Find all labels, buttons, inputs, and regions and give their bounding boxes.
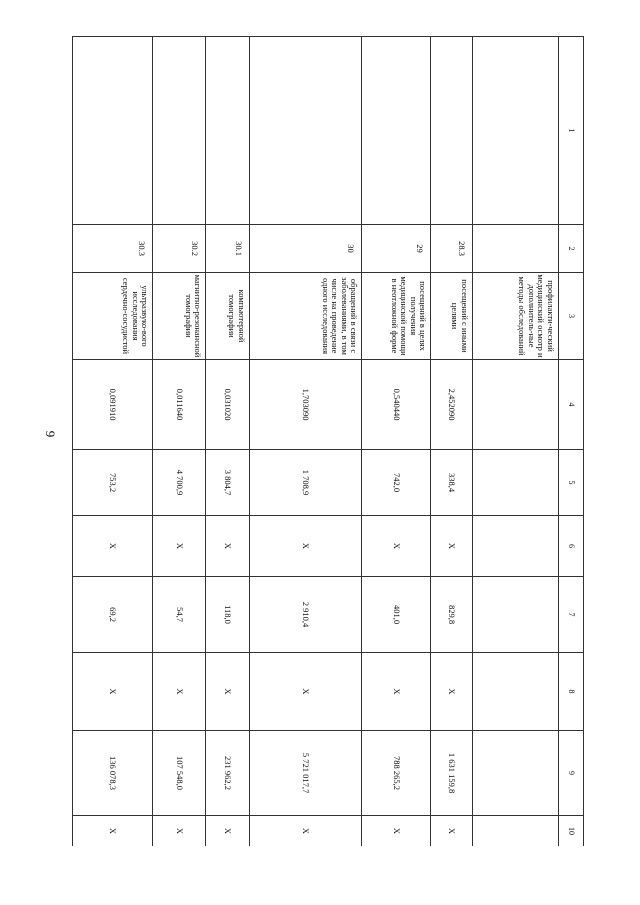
cell-col-2: 30 xyxy=(249,225,362,273)
cell-col-2: 30.2 xyxy=(153,225,206,273)
cell-col-3: магнитно-резонансной томографии xyxy=(153,273,206,360)
cell-col-5: 1 708,9 xyxy=(249,450,362,516)
cell-col-9: 231 962,2 xyxy=(206,731,250,816)
cell-col-2: 30.3 xyxy=(73,225,153,273)
table-row xyxy=(362,37,431,847)
cell-col-3: ультразвуко-вого исследования сердечно-сосудистой xyxy=(73,273,153,360)
cell-col-3: профилакти-ческий медицинский осмотр и дополнитель-ные методы обследований xyxy=(472,273,558,360)
cell-col-9: 5 721 017,7 xyxy=(249,731,362,816)
cell-col-7: 69,2 xyxy=(73,577,153,653)
cell-col-5: 338,4 xyxy=(431,450,472,516)
column-header: 6 xyxy=(558,516,583,577)
cell-col-1 xyxy=(206,37,250,225)
cell-col-6 xyxy=(472,516,558,577)
cell-col-8: Х xyxy=(249,653,362,731)
cell-col-1 xyxy=(73,37,153,225)
cell-col-2: 28.3 xyxy=(431,225,472,273)
cell-col-1 xyxy=(153,37,206,225)
cell-col-4: 2,452090 xyxy=(431,360,472,450)
cell-col-2 xyxy=(472,225,558,273)
table-row xyxy=(431,37,472,847)
cell-col-7: 401,0 xyxy=(362,577,431,653)
cell-col-5: 742,0 xyxy=(362,450,431,516)
table-frame xyxy=(72,36,584,846)
cell-col-10: Х xyxy=(249,816,362,847)
column-header: 3 xyxy=(558,273,583,360)
cell-col-3: посещений в целях получения медицинской помощи в неотложной форме xyxy=(362,273,431,360)
cell-col-6: Х xyxy=(249,516,362,577)
cell-col-7: 2 910,4 xyxy=(249,577,362,653)
column-header: 5 xyxy=(558,450,583,516)
cell-col-4: 0,011640 xyxy=(153,360,206,450)
cell-col-10: Х xyxy=(153,816,206,847)
table-row xyxy=(153,37,206,847)
cell-col-8: Х xyxy=(206,653,250,731)
cell-col-6: Х xyxy=(431,516,472,577)
cell-col-7: 54,7 xyxy=(153,577,206,653)
column-header: 1 xyxy=(558,37,583,225)
cell-col-1 xyxy=(362,37,431,225)
cell-col-3: посещений с иными целями xyxy=(431,273,472,360)
cell-col-10: Х xyxy=(362,816,431,847)
cell-col-2: 30.1 xyxy=(206,225,250,273)
cell-col-2: 29 xyxy=(362,225,431,273)
cell-col-6: Х xyxy=(153,516,206,577)
cell-col-9: 1 631 159,8 xyxy=(431,731,472,816)
cell-col-1 xyxy=(431,37,472,225)
column-header: 8 xyxy=(558,653,583,731)
cell-col-1 xyxy=(249,37,362,225)
cell-col-4: 0,540440 xyxy=(362,360,431,450)
column-header: 7 xyxy=(558,577,583,653)
column-header: 9 xyxy=(558,731,583,816)
cell-col-8: Х xyxy=(431,653,472,731)
table-row xyxy=(206,37,250,847)
column-header: 2 xyxy=(558,225,583,273)
cell-col-8: Х xyxy=(362,653,431,731)
table-row xyxy=(73,37,153,847)
column-header: 4 xyxy=(558,360,583,450)
cell-col-7: 118,0 xyxy=(206,577,250,653)
table-row xyxy=(249,37,362,847)
cell-col-10: Х xyxy=(73,816,153,847)
cell-col-5: 3 804,7 xyxy=(206,450,250,516)
cell-col-7 xyxy=(472,577,558,653)
cell-col-4: 0,031020 xyxy=(206,360,250,450)
cell-col-3: обращений в связи с заболеваниями, в том числе на проведение одного исследования xyxy=(249,273,362,360)
rotated-page-content xyxy=(72,36,584,846)
cell-col-1 xyxy=(472,37,558,225)
cell-col-4: 1,703090 xyxy=(249,360,362,450)
column-number-row xyxy=(558,37,583,847)
cell-col-10: Х xyxy=(431,816,472,847)
cell-col-9: 788 265,2 xyxy=(362,731,431,816)
cell-col-4 xyxy=(472,360,558,450)
cell-col-8: Х xyxy=(153,653,206,731)
cell-col-5: 753,2 xyxy=(73,450,153,516)
cell-col-7: 829,8 xyxy=(431,577,472,653)
cell-col-5 xyxy=(472,450,558,516)
cell-col-9 xyxy=(472,731,558,816)
cell-col-10 xyxy=(472,816,558,847)
cell-col-6: Х xyxy=(206,516,250,577)
cell-col-3: компьютерной томографии xyxy=(206,273,250,360)
cell-col-6: Х xyxy=(73,516,153,577)
cell-col-4: 0,091910 xyxy=(73,360,153,450)
table-row xyxy=(472,37,558,847)
cell-col-8 xyxy=(472,653,558,731)
cell-col-6: Х xyxy=(362,516,431,577)
cell-col-9: 136 078,3 xyxy=(73,731,153,816)
cell-col-9: 107 548,0 xyxy=(153,731,206,816)
cell-col-5: 4 700,9 xyxy=(153,450,206,516)
cell-col-8: Х xyxy=(73,653,153,731)
column-header: 10 xyxy=(558,816,583,847)
cell-col-10: Х xyxy=(206,816,250,847)
data-table xyxy=(72,36,584,846)
page-number: 9 xyxy=(43,430,58,438)
